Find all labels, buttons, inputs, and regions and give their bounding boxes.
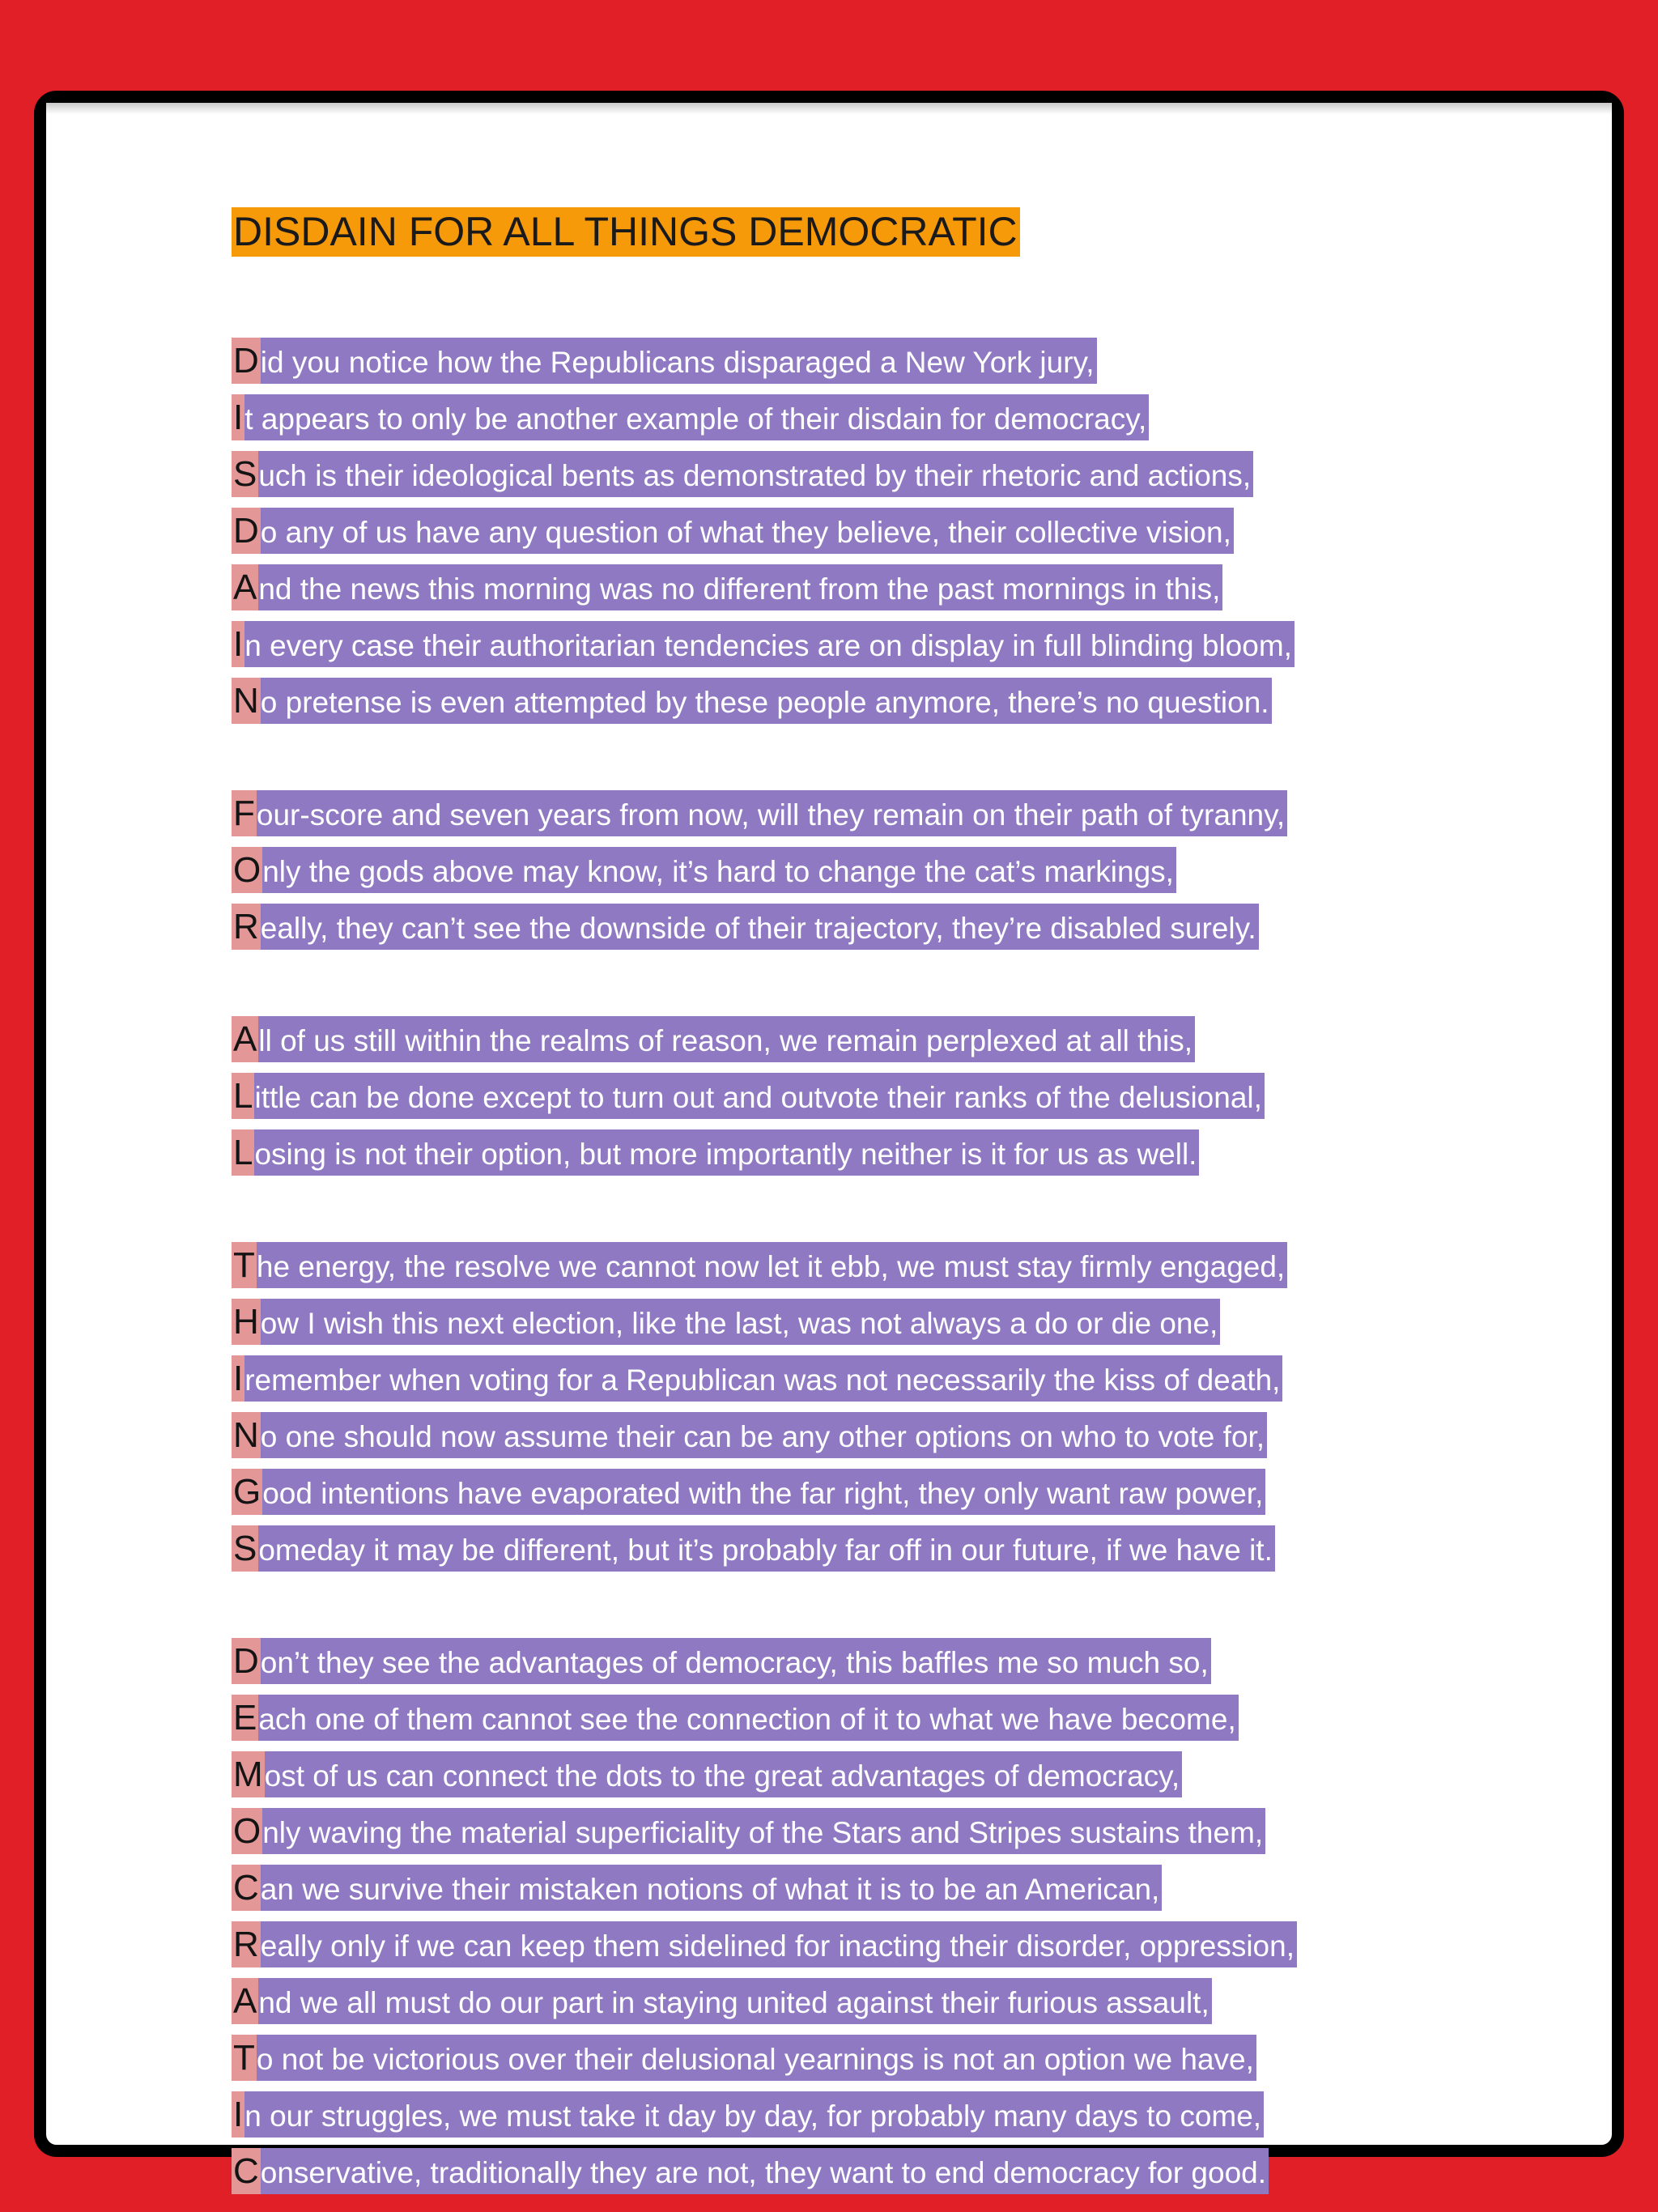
line-text: ll of us still within the realms of reason, we remain perplexed at all this, [258, 1016, 1195, 1062]
line-text: n our struggles, we must take it day by day, for probably many days to come, [244, 2091, 1264, 2138]
line-text: t appears to only be another example of their disdain for democracy, [244, 394, 1149, 440]
poem-line-highlight [232, 1016, 1195, 1062]
poem-line [232, 619, 1494, 676]
line-text: eally, they can’t see the downside of their trajectory, they’re disabled surely. [261, 904, 1259, 950]
line-text: o not be victorious over their delusional yearnings is not an option we have, [257, 2035, 1256, 2081]
poem-body [232, 336, 1494, 2203]
poem-line-highlight [232, 508, 1234, 554]
poem-line [232, 563, 1494, 619]
acrostic-initial: O [232, 847, 262, 893]
poem-line [232, 1693, 1494, 1750]
stanza [232, 1015, 1494, 1185]
poem-line-highlight [232, 2035, 1256, 2081]
poem-line-highlight [232, 394, 1149, 440]
poem [232, 207, 1494, 2203]
poem-line-highlight [232, 564, 1222, 610]
stanza [232, 789, 1494, 959]
poem-line [232, 336, 1494, 393]
acrostic-initial: L [232, 1129, 254, 1176]
poem-line-highlight [232, 1412, 1267, 1458]
acrostic-initial: N [232, 678, 261, 724]
acrostic-initial: A [232, 1978, 258, 2024]
acrostic-initial: S [232, 1525, 258, 1572]
poem-line [232, 1863, 1494, 1920]
acrostic-initial: R [232, 1921, 261, 1967]
line-text: eally only if we can keep them sidelined for inacting their disorder, oppression, [261, 1921, 1297, 1967]
poem-line [232, 1467, 1494, 1524]
acrostic-initial: L [232, 1073, 254, 1119]
acrostic-initial: O [232, 1808, 262, 1854]
line-text: nd the news this morning was no different from the past mornings in this, [258, 564, 1222, 610]
line-text: n every case their authoritarian tendencies are on display in full blinding bloom, [244, 621, 1295, 667]
poem-line-highlight [232, 338, 1097, 384]
poem-line [232, 845, 1494, 902]
acrostic-initial: H [232, 1299, 261, 1345]
acrostic-initial: R [232, 904, 261, 950]
poem-line [232, 1240, 1494, 1297]
acrostic-initial: F [232, 790, 257, 836]
toolbar-shadow [46, 103, 1612, 114]
line-text: o one should now assume their can be any other options on who to vote for, [261, 1412, 1267, 1458]
poem-line [232, 1976, 1494, 2033]
poem-line-highlight [232, 790, 1287, 836]
poem-line-highlight [232, 2091, 1264, 2138]
poem-line-highlight [232, 1129, 1199, 1176]
acrostic-initial: G [232, 1469, 262, 1515]
line-text: ood intentions have evaporated with the far right, they only want raw power, [262, 1469, 1265, 1515]
line-text: nly waving the material superficiality of the Stars and Stripes sustains them, [262, 1808, 1265, 1854]
poem-line-highlight [232, 621, 1295, 667]
acrostic-initial: A [232, 564, 258, 610]
line-text: omeday it may be different, but it’s probably far off in our future, if we have it. [258, 1525, 1275, 1572]
poem-line-highlight [232, 2148, 1269, 2194]
poem-line-highlight [232, 1469, 1265, 1515]
poem-line-highlight [232, 1073, 1265, 1119]
poem-line-highlight [232, 1808, 1265, 1854]
line-text: he energy, the resolve we cannot now let it ebb, we must stay firmly engaged, [257, 1242, 1287, 1288]
stanza [232, 1240, 1494, 1580]
line-text: ow I wish this next election, like the last, was not always a do or die one, [261, 1299, 1221, 1345]
line-text: our-score and seven years from now, will they remain on their path of tyranny, [257, 790, 1287, 836]
poem-line-highlight [232, 904, 1259, 950]
line-text: id you notice how the Republicans disparaged a New York jury, [261, 338, 1097, 384]
poem-line [232, 506, 1494, 563]
document-frame [34, 91, 1624, 2191]
poem-line-highlight [232, 1978, 1212, 2024]
poem-line-highlight [232, 1299, 1220, 1345]
poem-line-highlight [232, 1242, 1287, 1288]
acrostic-initial: I [232, 394, 244, 440]
acrostic-initial: I [232, 1355, 244, 1402]
poem-line [232, 1920, 1494, 1976]
line-text: o pretense is even attempted by these people anymore, there’s no question. [261, 678, 1272, 724]
acrostic-initial: D [232, 338, 261, 384]
acrostic-initial: T [232, 2035, 257, 2081]
poem-line [232, 902, 1494, 959]
poem-line [232, 1354, 1494, 1410]
poem-line-highlight [232, 1921, 1297, 1967]
poem-line-highlight [232, 1751, 1182, 1797]
line-text: ittle can be done except to turn out and outvote their ranks of the delusional, [254, 1073, 1264, 1119]
poem-line [232, 1410, 1494, 1467]
poem-line-highlight [232, 1865, 1162, 1911]
line-text: remember when voting for a Republican was not necessarily the kiss of death, [244, 1355, 1282, 1402]
poem-line [232, 2146, 1494, 2203]
line-text: onservative, traditionally they are not, they want to end democracy for good. [261, 2148, 1269, 2194]
poem-title-row [232, 207, 1494, 257]
poem-line [232, 449, 1494, 506]
acrostic-initial: I [232, 621, 244, 667]
poem-line [232, 1750, 1494, 1806]
acrostic-initial: A [232, 1016, 258, 1062]
poem-line [232, 1636, 1494, 1693]
acrostic-initial: C [232, 1865, 261, 1911]
poem-line [232, 1806, 1494, 1863]
poem-line-highlight [232, 847, 1176, 893]
poem-line [232, 789, 1494, 845]
poem-line [232, 2090, 1494, 2146]
poem-line [232, 393, 1494, 449]
poem-line [232, 1015, 1494, 1071]
poem-line-highlight [232, 451, 1253, 497]
poem-line-highlight [232, 1638, 1211, 1684]
poem-title: DISDAIN FOR ALL THINGS DEMOCRATIC [232, 207, 1020, 257]
stanza [232, 336, 1494, 733]
acrostic-initial: D [232, 508, 261, 554]
line-text: uch is their ideological bents as demonstrated by their rhetoric and actions, [258, 451, 1253, 497]
stanza [232, 1636, 1494, 2203]
poem-line-highlight [232, 1525, 1275, 1572]
poem-line [232, 1071, 1494, 1128]
line-text: ach one of them cannot see the connection of it to what we have become, [258, 1695, 1238, 1741]
acrostic-initial: E [232, 1695, 258, 1741]
line-text: an we survive their mistaken notions of what it is to be an American, [261, 1865, 1163, 1911]
poem-line [232, 1297, 1494, 1354]
acrostic-initial: I [232, 2091, 244, 2138]
poem-line [232, 1524, 1494, 1580]
acrostic-initial: N [232, 1412, 261, 1458]
acrostic-initial: S [232, 451, 258, 497]
poem-line-highlight [232, 678, 1272, 724]
line-text: nd we all must do our part in staying united against their furious assault, [258, 1978, 1211, 2024]
line-text: o any of us have any question of what they believe, their collective vision, [261, 508, 1234, 554]
line-text: nly the gods above may know, it’s hard to change the cat’s markings, [262, 847, 1176, 893]
acrostic-initial: C [232, 2148, 261, 2194]
poem-line [232, 676, 1494, 733]
acrostic-initial: D [232, 1638, 261, 1684]
poem-line [232, 1128, 1494, 1185]
line-text: osing is not their option, but more importantly neither is it for us as well. [254, 1129, 1199, 1176]
line-text: on’t they see the advantages of democracy, this baffles me so much so, [261, 1638, 1211, 1684]
poem-line-highlight [232, 1355, 1282, 1402]
poem-line [232, 2033, 1494, 2090]
acrostic-initial: T [232, 1242, 257, 1288]
line-text: ost of us can connect the dots to the great advantages of democracy, [265, 1751, 1183, 1797]
poem-line-highlight [232, 1695, 1239, 1741]
acrostic-initial: M [232, 1751, 265, 1797]
